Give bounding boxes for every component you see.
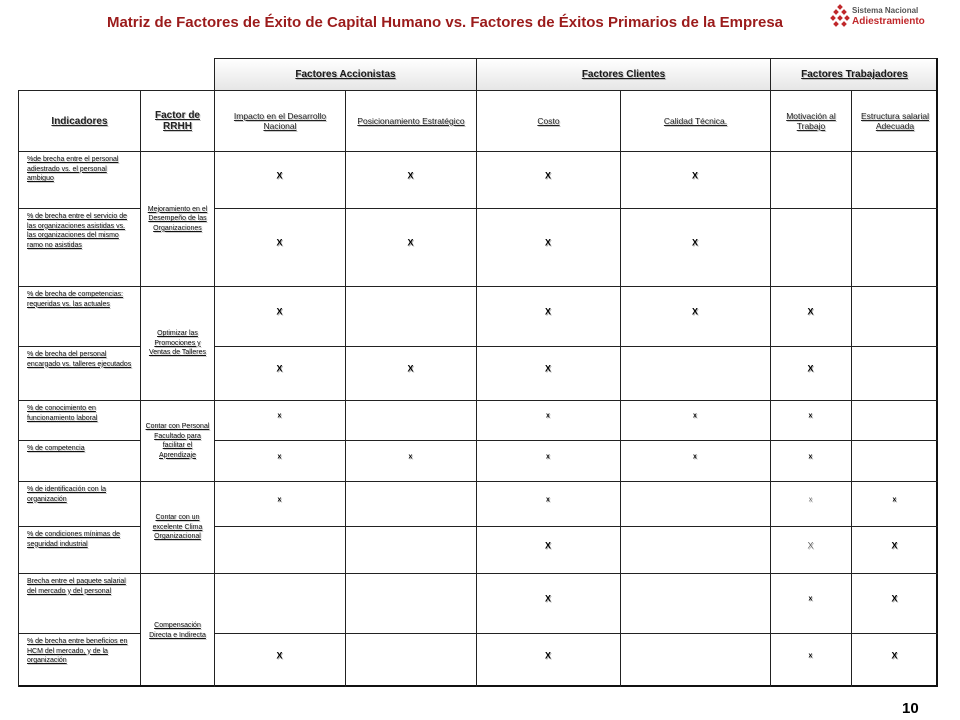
header-estructura: Estructura salarial Adecuada: [851, 90, 938, 151]
x-mark: X: [407, 363, 414, 374]
x-mark: x: [808, 595, 813, 603]
group-accionistas: Factores Accionistas: [214, 58, 476, 90]
indicator-cell: % de brecha de competencias: requeridas vs. las actuales: [18, 286, 140, 346]
x-mark: x: [277, 412, 282, 420]
matrix-cell: [851, 481, 938, 526]
x-mark: X: [407, 237, 414, 248]
x-mark: x: [546, 496, 550, 503]
matrix-cell: [851, 346, 938, 400]
matrix-cell: [770, 573, 851, 633]
x-mark: x: [892, 496, 897, 503]
x-mark: x: [693, 412, 697, 420]
matrix-cell: [620, 400, 770, 440]
x-mark: x: [277, 496, 282, 503]
group-clientes: Factores Clientes: [476, 58, 770, 90]
x-mark: X: [807, 363, 814, 374]
matrix-cell: [214, 573, 345, 633]
x-mark: x: [808, 412, 813, 420]
x-mark: x: [808, 453, 813, 460]
header-calidad: Calidad Técnica.: [620, 90, 770, 151]
x-mark: x: [693, 453, 697, 460]
page-title: Matriz de Factores de Éxito de Capital Humano vs. Factores de Éxitos Primarios de la Empresa: [106, 14, 784, 31]
matrix-cell: [345, 526, 476, 573]
x-mark: X: [691, 306, 699, 317]
matrix-cell: [620, 526, 770, 573]
indicator-cell: % de brecha entre el servicio de las organizaciones asistidas vs. las organizaciones del mismo ramo no asistidas: [18, 208, 140, 286]
indicator-cell: % de competencia: [18, 440, 140, 481]
x-mark: X: [691, 237, 699, 248]
header-costo: Costo: [476, 90, 620, 151]
matrix-cell: [345, 633, 476, 687]
matrix-cell: [620, 346, 770, 400]
factor-cell: Contar con un excelente Clima Organizacional: [140, 481, 214, 573]
factor-cell: Optimizar las Promociones y Ventas de Talleres: [140, 286, 214, 400]
x-mark: X: [544, 170, 552, 180]
matrix-cell: [851, 286, 938, 346]
matrix-table: [18, 58, 938, 686]
factor-cell: Contar con Personal Facultado para facilitar el Aprendizaje: [140, 400, 214, 481]
matrix-cell: [620, 440, 770, 481]
x-mark: x: [808, 652, 813, 660]
factor-cell: Mejoramiento en el Desempeño de las Organizaciones: [140, 151, 214, 286]
page-number: 10: [902, 700, 919, 717]
x-mark: X: [276, 306, 283, 317]
diamond-cluster-logo-icon: [830, 4, 852, 32]
x-mark: X: [407, 170, 414, 180]
indicator-cell: % de brecha entre beneficios en HCM del mercado, y de la organización: [18, 633, 140, 687]
logo-line2: Adiestramiento: [852, 16, 925, 27]
matrix-cell: [476, 440, 620, 481]
matrix-cell: [770, 440, 851, 481]
logo: [830, 3, 960, 33]
x-mark: X: [807, 306, 814, 317]
indicator-cell: % de brecha del personal encargado vs. talleres ejecutados: [18, 346, 140, 400]
x-mark: X: [544, 306, 552, 317]
x-mark: x: [408, 453, 413, 460]
matrix-cell: [770, 208, 851, 286]
matrix-cell: [851, 400, 938, 440]
x-mark: X: [544, 540, 552, 550]
x-mark: x: [546, 453, 550, 460]
header-factor: Factor de RRHH: [140, 90, 214, 151]
matrix-cell: [770, 151, 851, 208]
matrix-cell: [476, 481, 620, 526]
x-mark: X: [544, 363, 552, 374]
x-mark: X: [276, 237, 283, 248]
logo-line1: Sistema Nacional: [852, 6, 919, 15]
x-mark: X: [544, 650, 552, 661]
x-mark: X: [276, 170, 283, 180]
group-trabajadores: Factores Trabajadores: [770, 58, 938, 90]
x-mark: X: [891, 650, 898, 661]
x-mark: X: [544, 593, 552, 604]
matrix-cell: [214, 481, 345, 526]
matrix-cell: [345, 573, 476, 633]
header-posicionamiento: Posicionamiento Estratégico: [345, 90, 476, 151]
matrix-cell: [214, 440, 345, 481]
matrix-cell: [620, 633, 770, 687]
matrix-cell: [851, 151, 938, 208]
matrix-cell: [770, 400, 851, 440]
x-mark: X: [276, 650, 283, 661]
matrix-cell: [345, 481, 476, 526]
x-mark: x: [546, 412, 550, 420]
header-motivacion: Motivación al Trabajo: [770, 90, 851, 151]
matrix-cell: [345, 286, 476, 346]
matrix-cell: [476, 400, 620, 440]
x-mark: x: [808, 496, 813, 503]
x-mark: X: [691, 170, 699, 180]
indicator-cell: % de condiciones mínimas de seguridad industrial: [18, 526, 140, 573]
x-mark: x: [277, 453, 282, 460]
x-mark: X: [276, 363, 283, 374]
factor-cell: Compensación Directa e Indirecta: [140, 573, 214, 687]
matrix-cell: [620, 573, 770, 633]
matrix-cell: [214, 526, 345, 573]
header-indicadores: Indicadores: [18, 90, 140, 151]
x-mark: X: [544, 237, 552, 248]
x-mark: X: [891, 540, 898, 550]
x-mark: X: [807, 540, 814, 550]
matrix-cell: [345, 440, 476, 481]
matrix-cell: [851, 208, 938, 286]
indicator-cell: Brecha entre el paquete salarial del mercado y del personal: [18, 573, 140, 633]
matrix-cell: [770, 633, 851, 687]
indicator-cell: % de conocimiento en funcionamiento laboral: [18, 400, 140, 440]
matrix-cell: [851, 440, 938, 481]
matrix-cell: [345, 400, 476, 440]
indicator-cell: %de brecha entre el personal adiestrado vs. el personal ambiguo: [18, 151, 140, 208]
header-impacto: Impacto en el Desarrollo Nacional: [214, 90, 345, 151]
x-mark: X: [891, 593, 898, 604]
matrix-cell: [214, 400, 345, 440]
matrix-cell: [770, 481, 851, 526]
matrix-cell: [620, 481, 770, 526]
indicator-cell: % de identificación con la organización: [18, 481, 140, 526]
